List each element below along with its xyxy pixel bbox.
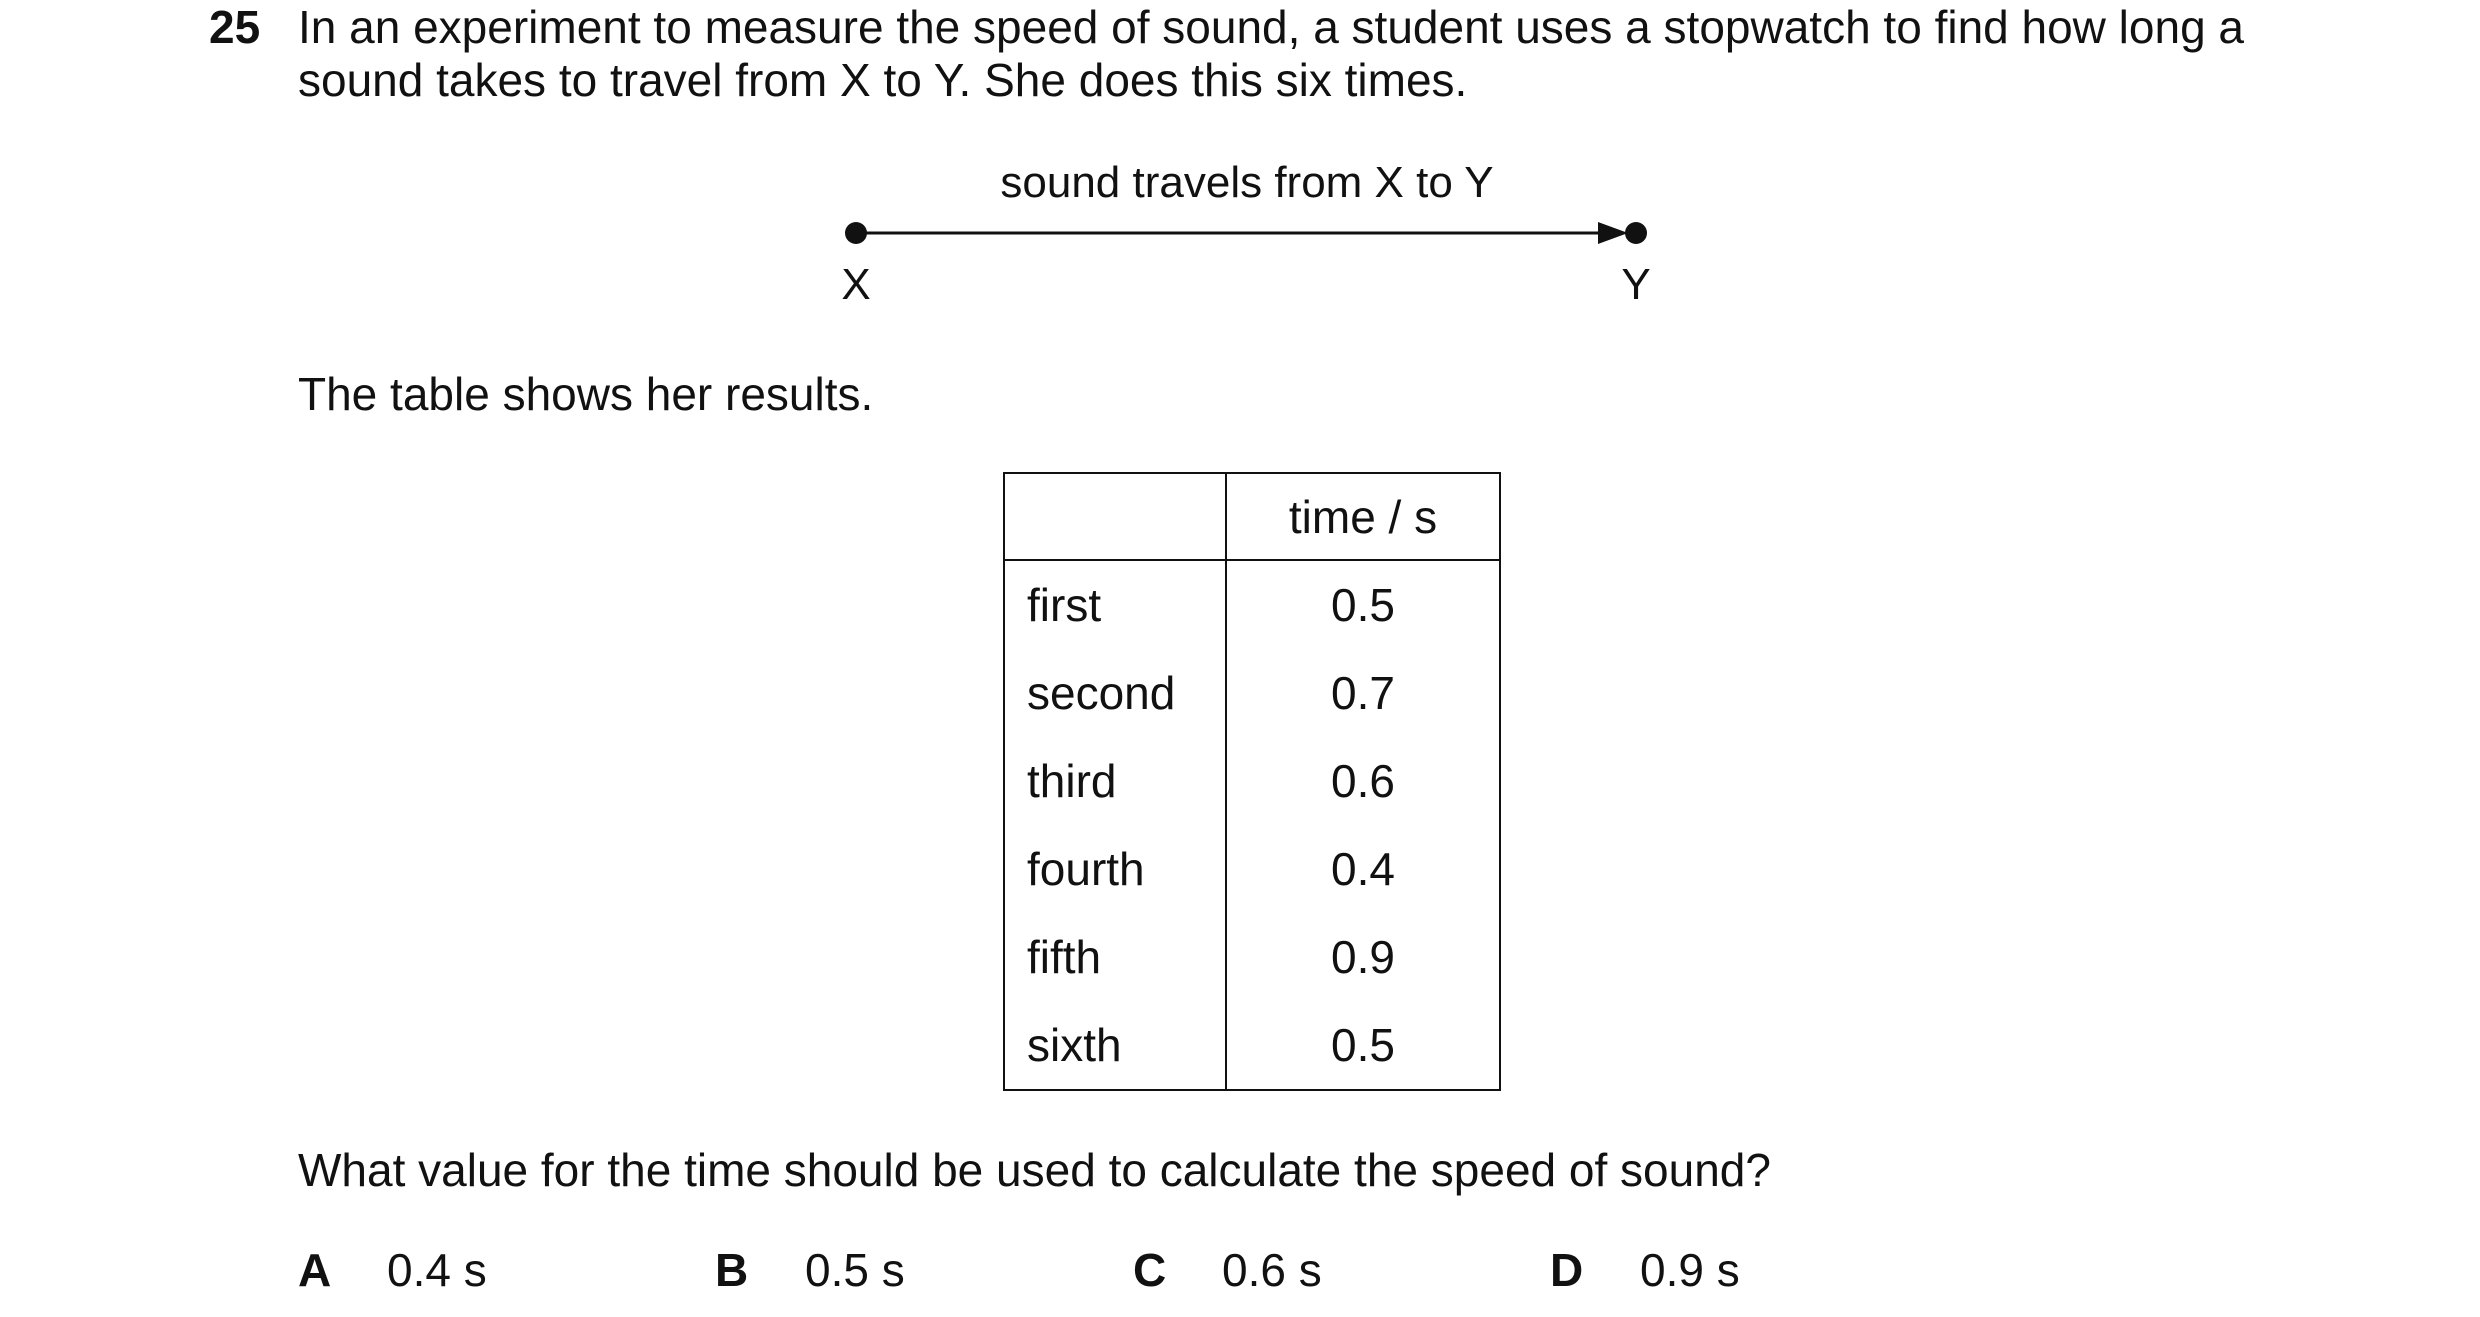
question-text-line-2: sound takes to travel from X to Y. She does this six times. [298, 54, 1468, 106]
arrowhead-icon [1598, 222, 1628, 244]
option-b-letter: B [715, 1244, 749, 1296]
question-number: 25 [209, 1, 261, 53]
option-d-value: 0.9 s [1640, 1244, 1740, 1296]
option-b-value: 0.5 s [805, 1244, 905, 1296]
option-a-value: 0.4 s [387, 1244, 487, 1296]
point-y-label: Y [1621, 260, 1651, 309]
table-row [1004, 737, 1500, 825]
time-cell: 0.5 [1226, 560, 1500, 649]
table-row [1004, 825, 1500, 913]
option-d-letter: D [1550, 1244, 1584, 1296]
question-text-line-1: In an experiment to measure the speed of sound, a student uses a stopwatch to find how long a [298, 1, 2245, 53]
table-row [1004, 913, 1500, 1001]
option-c-letter: C [1133, 1244, 1167, 1296]
time-cell: 0.5 [1226, 1001, 1500, 1090]
option-a-letter: A [298, 1244, 332, 1296]
trial-cell: first [1004, 560, 1226, 649]
time-cell: 0.6 [1226, 737, 1500, 825]
header-blank-cell [1004, 473, 1226, 560]
table-row [1004, 1001, 1500, 1090]
trial-cell: sixth [1004, 1001, 1226, 1090]
table-intro: The table shows her results. [298, 368, 874, 420]
trial-cell: fourth [1004, 825, 1226, 913]
time-cell: 0.4 [1226, 825, 1500, 913]
question-prompt: What value for the time should be used to calculate the speed of sound? [298, 1144, 1771, 1196]
time-cell: 0.9 [1226, 913, 1500, 1001]
table-row [1004, 560, 1500, 649]
point-x-label: X [841, 260, 871, 309]
time-cell: 0.7 [1226, 649, 1500, 737]
diagram-caption: sound travels from X to Y [1000, 158, 1494, 207]
trial-cell: fifth [1004, 913, 1226, 1001]
table-row [1004, 649, 1500, 737]
header-time-cell: time / s [1226, 473, 1500, 560]
trial-cell: second [1004, 649, 1226, 737]
option-c-value: 0.6 s [1222, 1244, 1322, 1296]
point-y-dot [1625, 222, 1647, 244]
sound-path-diagram [0, 0, 2480, 330]
table-header-row [1004, 473, 1500, 560]
results-table [1003, 472, 1501, 1091]
trial-cell: third [1004, 737, 1226, 825]
point-x-dot [845, 222, 867, 244]
